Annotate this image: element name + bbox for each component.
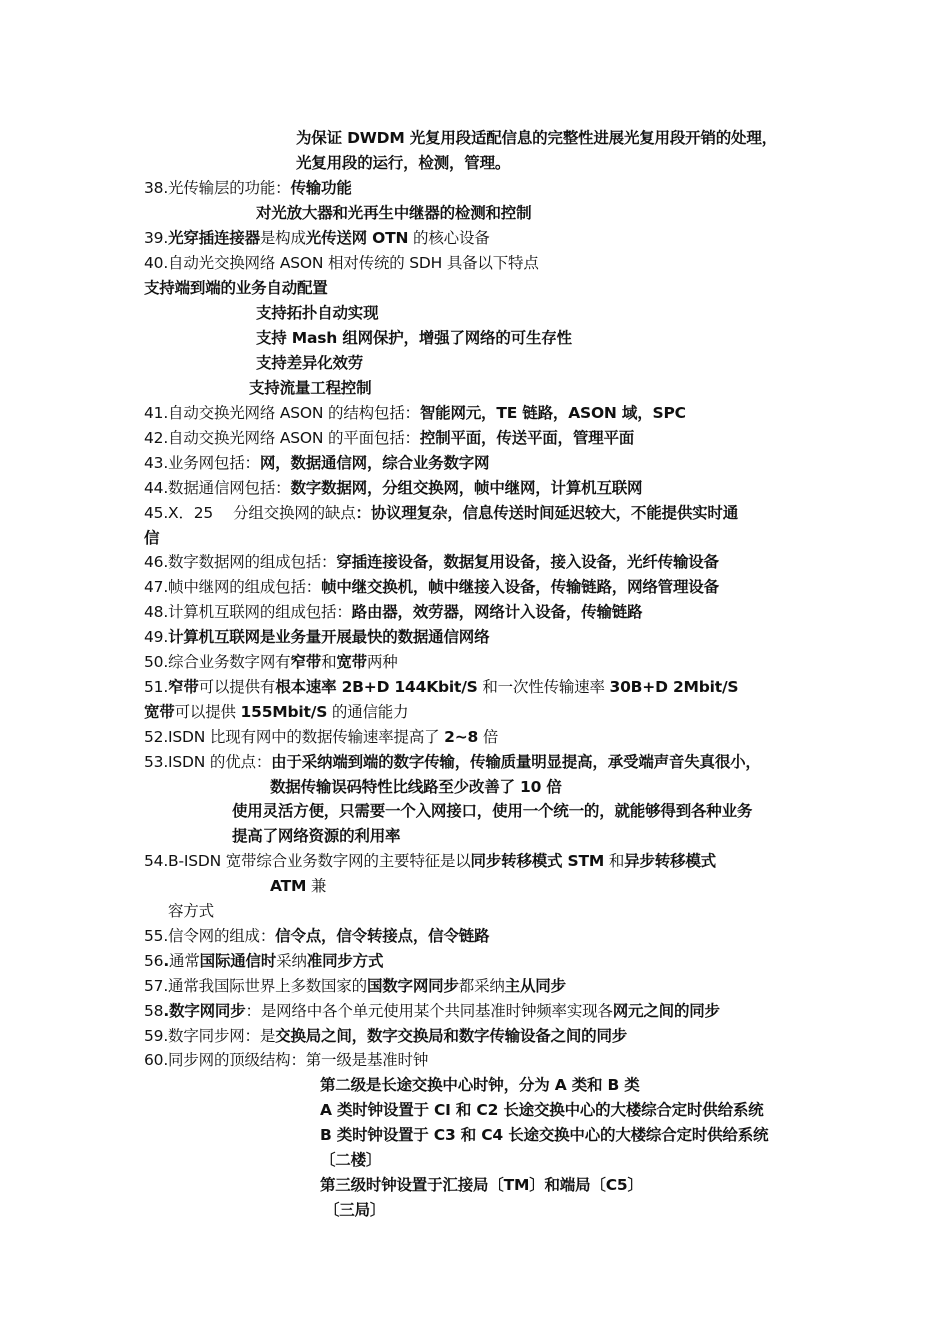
bold-text: 交换局之间，数字交换局和数字传输设备之间的同步 [275, 1027, 628, 1045]
bold-text: 网，数据通信网，综合业务数字网 [259, 454, 490, 472]
bold-text: 提高了网络资源的利用率 [232, 827, 401, 845]
bold-text: 数据传输误码特性比线路至少改善了 10 倍 [270, 778, 562, 796]
plain-text: 53.ISDN 的优点： [144, 753, 272, 771]
plain-text: 38.光传输层的功能： [144, 179, 291, 197]
bold-text: 国数字网同步 [366, 977, 459, 995]
bold-text: 155Mbit/S [240, 703, 328, 721]
plain-text: 57.通常我国际世界上多数国家的 [144, 977, 367, 995]
bold-text: 信令点，信令转接点，信令链路 [275, 927, 490, 945]
text-line [144, 403, 686, 423]
bold-text: 光穿插连接器 [168, 229, 260, 247]
bold-text: 由于采纳端到端的数字传输，传输质量明显提高，承受端声音失真很小， [271, 753, 761, 771]
bold-text: 控制平面，传送平面，管理平面 [419, 429, 635, 447]
text-line [144, 727, 498, 747]
plain-text: 44.数据通信网包括： [144, 479, 291, 497]
bold-text: 同步转移模式 STM [470, 852, 605, 870]
plain-text: 42.自动交换光网络 ASON 的平面包括： [144, 429, 420, 447]
text-line [144, 528, 159, 548]
text-line [144, 278, 328, 298]
plain-text: 56 [144, 952, 164, 970]
bold-text: 光复用段的运行，检测，管理。 [296, 154, 511, 172]
plain-text: 43.业务网包括： [144, 454, 260, 472]
bold-text: 第二级是长途交换中心时钟，分为 A 类和 B 类 [320, 1076, 640, 1094]
bold-text: . [163, 1002, 170, 1020]
bold-text: 准同步方式 [306, 952, 384, 970]
bold-text: 智能网元，TE 链路，ASON 域，SPC [419, 404, 686, 422]
text-line [144, 228, 490, 248]
text-line [144, 1001, 720, 1021]
plain-text: 可以提供 [174, 703, 241, 721]
bold-text: 穿插连接设备，数据复用设备，接入设备，光纤传输设备 [336, 553, 719, 571]
plain-text: 容方式 [168, 902, 214, 920]
text-line [270, 777, 562, 797]
text-line [144, 453, 489, 473]
plain-text: 和一次性传输速率 [477, 678, 610, 696]
text-line [324, 1200, 385, 1220]
text-line [256, 353, 363, 373]
bold-text: 数字数据网，分组交换网，帧中继网，计算机互联网 [290, 479, 643, 497]
bold-text: 支持拓扑自动实现 [256, 304, 379, 322]
bold-text: 宽带 [336, 653, 367, 671]
text-line [144, 1050, 428, 1070]
text-line [256, 303, 378, 323]
text-line [144, 976, 566, 996]
plain-text: 59.数字同步网：是 [144, 1027, 276, 1045]
bold-text: 〔三局〕 [324, 1201, 386, 1219]
bold-text: 窄带 [168, 678, 199, 696]
bold-text: 第三级时钟设置于汇接局〔TM〕和端局〔C5〕 [320, 1176, 643, 1194]
text-line [320, 1075, 640, 1095]
text-line [144, 677, 738, 697]
bold-text: ：协议理复杂，信息传送时间延迟较大，不能提供实时通 [355, 504, 739, 522]
text-line [320, 1125, 768, 1145]
bold-text: 30B+D 2Mbit/S [609, 678, 739, 696]
bold-text: 根本速率 2B+D 144Kbit/S [275, 678, 478, 696]
text-line [144, 253, 539, 273]
bold-text: 支持 Mash 组网保护，增强了网络的可生存性 [256, 329, 572, 347]
bold-text: . [163, 952, 170, 970]
text-line [144, 178, 352, 198]
bold-text: 主从同步 [504, 977, 566, 995]
plain-text: 倍 [478, 728, 499, 746]
plain-text: 通常 [169, 952, 200, 970]
bold-text: 支持端到端的业务自动配置 [144, 279, 328, 297]
plain-text: 58 [144, 1002, 164, 1020]
text-line [256, 328, 572, 348]
text-line [144, 627, 489, 647]
plain-text: 的通信能力 [327, 703, 409, 721]
plain-text: 54.B-ISDN 宽带综合业务数字网的主要特征是以 [144, 852, 471, 870]
text-line [144, 577, 719, 597]
text-line [144, 652, 398, 672]
plain-text: ：是网络中各个单元使用某个共同基准时钟频率实现各 [245, 1002, 613, 1020]
text-line [270, 876, 326, 896]
text-line [144, 478, 642, 498]
text-line [144, 602, 642, 622]
plain-text: 47.帧中继网的组成包括： [144, 578, 322, 596]
plain-text: 兼 [306, 877, 327, 895]
bold-text: 为保证 DWDM 光复用段适配信息的完整性进展光复用段开销的处理， [296, 129, 777, 147]
plain-text: 40.自动光交换网络 ASON 相对传统的 SDH 具备以下特点 [144, 254, 539, 272]
plain-text: 39. [144, 229, 169, 247]
bold-text: B 类时钟设置于 C3 和 C4 长途交换中心的大楼综合定时供给系统 [320, 1126, 769, 1144]
text-line [144, 951, 383, 971]
plain-text: 采纳 [276, 952, 307, 970]
text-line [256, 203, 531, 223]
plain-text: 51. [144, 678, 169, 696]
plain-text: 55.信令网的组成： [144, 927, 276, 945]
text-line [296, 128, 777, 148]
text-line [144, 702, 408, 722]
plain-text: 和 [604, 852, 625, 870]
bold-text: 对光放大器和光再生中继器的检测和控制 [256, 204, 532, 222]
text-line [144, 1026, 627, 1046]
plain-text: 可以提供有 [198, 678, 276, 696]
bold-text: 光传送网 OTN [305, 229, 409, 247]
text-line [144, 503, 738, 523]
text-line [320, 1100, 763, 1120]
text-line [144, 552, 719, 572]
text-line [144, 926, 489, 946]
bold-text: 支持差异化效劳 [256, 354, 364, 372]
bold-text: 2~8 [444, 728, 479, 746]
bold-text: 支持流量工程控制 [249, 379, 372, 397]
bold-text: 使用灵活方便，只需要一个入网接口，使用一个统一的，就能够得到各种业务 [232, 802, 753, 820]
bold-text: 数字网同步 [169, 1002, 246, 1020]
bold-text: 帧中继交换机，帧中继接入设备，传输链路，网络管理设备 [321, 578, 719, 596]
text-line [249, 378, 371, 398]
plain-text: 是构成 [259, 229, 306, 247]
bold-text: A 类时钟设置于 CI 和 C2 长途交换中心的大楼综合定时供给系统 [320, 1101, 764, 1119]
bold-text: 信 [144, 529, 160, 547]
bold-text: 窄带 [290, 653, 322, 671]
text-line [320, 1150, 381, 1170]
text-line [232, 801, 752, 821]
plain-text: 都采纳 [458, 977, 505, 995]
plain-text: 的核心设备 [408, 229, 490, 247]
bold-text: 异步转移模式 [624, 852, 716, 870]
plain-text: 45.X．25 分组交换网的缺点 [144, 504, 356, 522]
bold-text: 计算机互联网是业务量开展最快的数据通信网络 [168, 628, 490, 646]
text-line [168, 901, 214, 921]
text-line [144, 752, 761, 772]
bold-text: 网元之间的同步 [612, 1002, 720, 1020]
plain-text: 和 [321, 653, 337, 671]
bold-text: 路由器，效劳器，网络计入设备，传输链路 [351, 603, 643, 621]
plain-text: 48.计算机互联网的组成包括： [144, 603, 352, 621]
text-line [296, 153, 510, 173]
plain-text: 两种 [366, 653, 398, 671]
bold-text: ATM [270, 877, 307, 895]
text-line [144, 428, 634, 448]
plain-text: 41.自动交换光网络 ASON 的结构包括： [144, 404, 420, 422]
plain-text: 49. [144, 628, 169, 646]
plain-text: 60.同步网的顶级结构：第一级是基准时钟 [144, 1051, 429, 1069]
plain-text: 52.ISDN 比现有网中的数据传输速率提高了 [144, 728, 445, 746]
plain-text: 50.综合业务数字网有 [144, 653, 291, 671]
bold-text: 〔二楼〕 [320, 1151, 382, 1169]
text-line [232, 826, 400, 846]
bold-text: 传输功能 [290, 179, 352, 197]
plain-text: 46.数字数据网的组成包括： [144, 553, 337, 571]
text-line [144, 851, 716, 871]
bold-text: 宽带 [144, 703, 175, 721]
text-line [320, 1175, 643, 1195]
bold-text: 国际通信时 [199, 952, 277, 970]
